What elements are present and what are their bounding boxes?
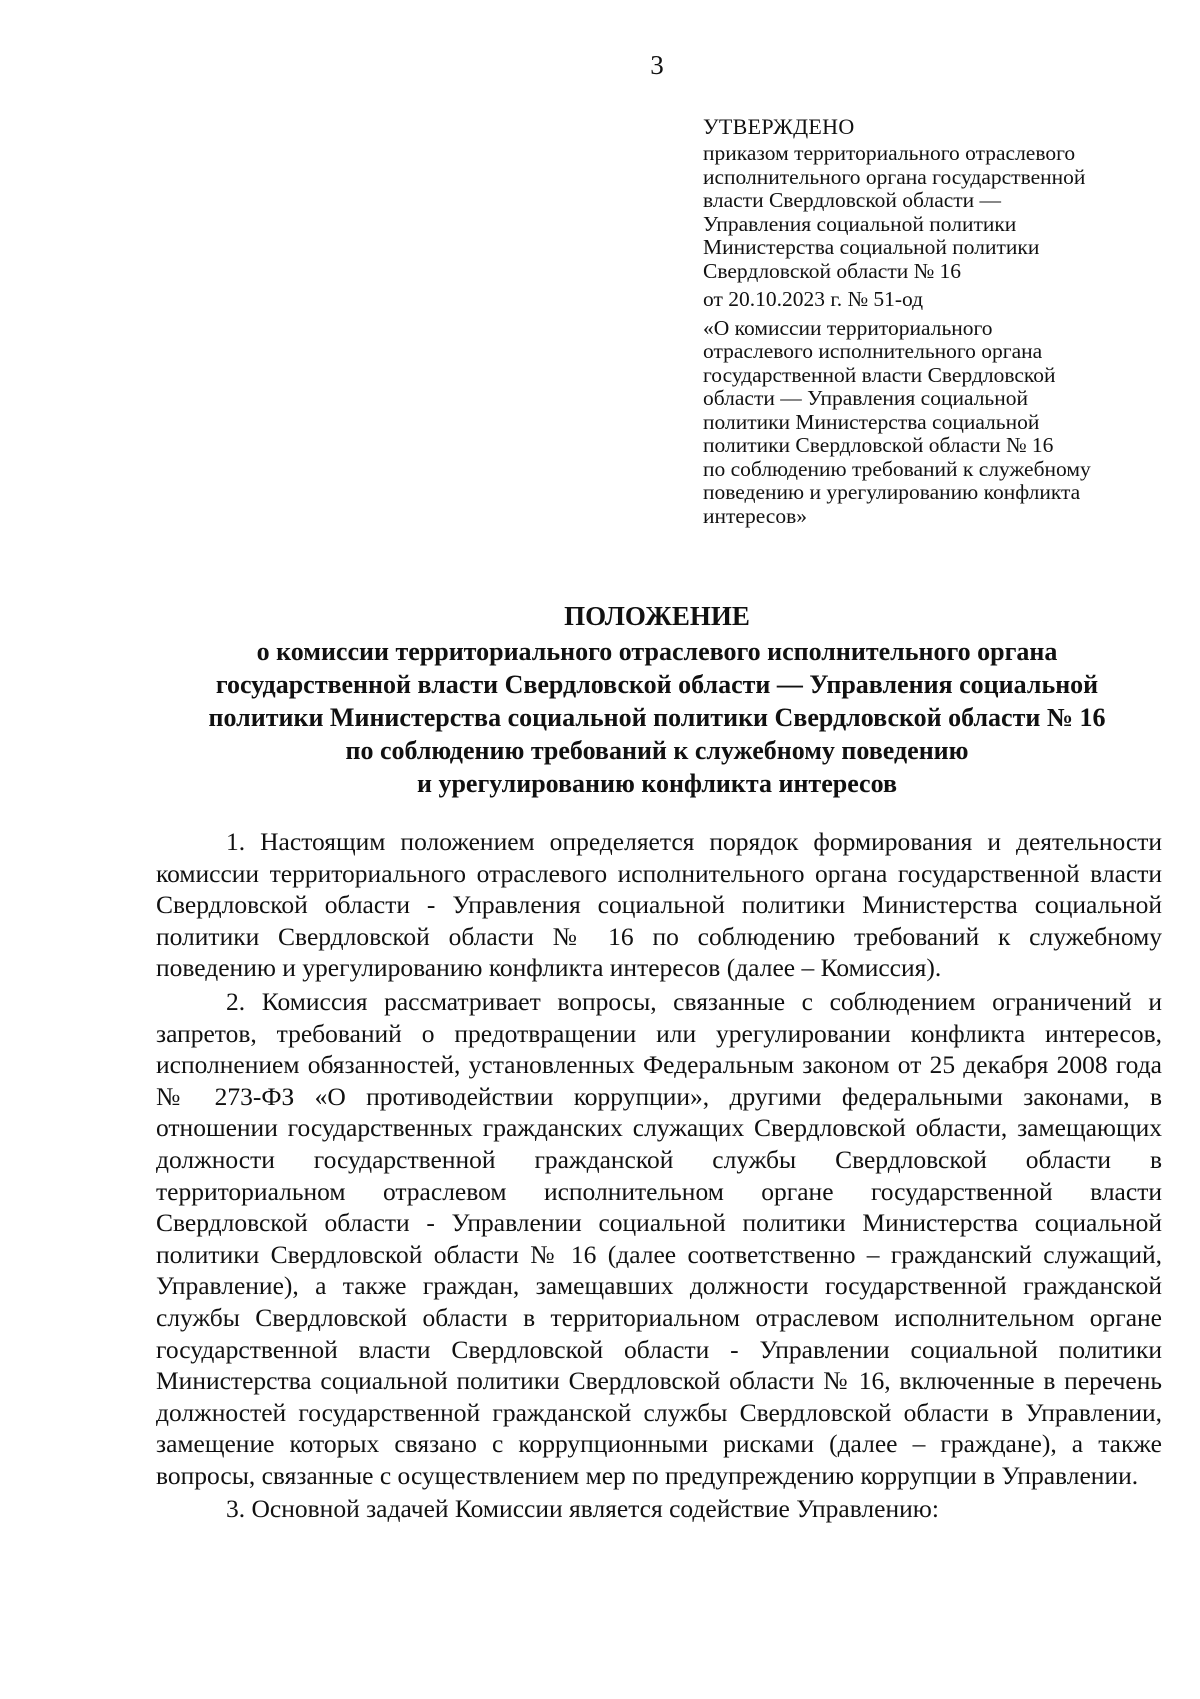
- document-subtitle-line: государственной власти Свердловской области — Управления социальной: [215, 670, 1099, 699]
- approval-stamp: [703, 114, 1173, 528]
- approval-subject-line: интересов»: [703, 503, 807, 528]
- approval-subject-line: по соблюдению требований к служебному: [703, 456, 1091, 481]
- approval-subject-line: поведению и урегулированию конфликта: [703, 480, 1081, 504]
- document-subtitle-line: по соблюдению требований к служебному поведению: [345, 736, 969, 765]
- approval-line: исполнительного органа государственной: [703, 164, 1086, 189]
- document-body: [156, 826, 1162, 1527]
- page-number: 3: [650, 50, 664, 80]
- approval-line: Министерства социальной политики: [703, 235, 1040, 259]
- approval-line: Свердловской области № 16: [703, 258, 961, 283]
- approval-subject-line: «О комиссии территориального: [703, 315, 993, 340]
- document-title-block: [150, 600, 1164, 800]
- approval-subject-line: политики Свердловской области № 16: [703, 433, 1054, 457]
- approval-date: от 20.10.2023 г. № 51-од: [703, 287, 924, 311]
- document-subtitle-line: о комиссии территориального отраслевого исполнительного органа: [256, 637, 1058, 666]
- approval-subject-line: отраслевого исполнительного органа: [703, 339, 1043, 363]
- document-title: ПОЛОЖЕНИЕ: [564, 601, 750, 631]
- approval-subject-line: государственной власти Свердловской: [703, 362, 1056, 387]
- paragraph-2: 2. Комиссия рассматривает вопросы, связанные с соблюдением ограничений и запретов, требований о предотвращении или урегулировании конфликта интересов, исполнением обязанностей, установленных Федеральным законом от 25 декабря 2008 года № 273-ФЗ «О противодействии коррупции», другими федеральными законами, в отношении государственных гражданских служащих Свердловской области, замещающих должности государственной гражданской службы Свердловской области в территориальном отраслевом исполнительном органе государственной власти Свердловской области - Управлении социальной политики Министерства социальной политики Свердловской области № 16 (далее соответственно – гражданский служащий, Управление), а также граждан, замещавших должности государственной гражданской службы Свердловской области в территориальном отраслевом исполнительном органе государственной власти Свердловской области - Управлении социальной политики Министерства социальной политики Свердловской области № 16, включенные в перечень должностей государственной гражданской службы Свердловской области в Управлении, замещение которых связано с коррупционными рисками (далее – граждане), а также вопросы, связанные с осуществлением мер по предупреждению коррупции в Управлении.: [156, 986, 1162, 1490]
- approval-heading: УТВЕРЖДЕНО: [703, 114, 855, 139]
- document-subtitle-line: и урегулированию конфликта интересов: [416, 769, 897, 798]
- approval-subject-line: области — Управления социальной: [703, 386, 1028, 410]
- approval-line: приказом территориального отраслевого: [703, 141, 1076, 165]
- approval-subject-line: политики Министерства социальной: [703, 409, 1040, 434]
- approval-line: Управления социальной политики: [703, 211, 1017, 236]
- paragraph-1: 1. Настоящим положением определяется порядок формирования и деятельности комиссии территориального отраслевого исполнительного органа государственной власти Свердловской области - Управления социальной политики Министерства социальной политики Свердловской области № 16 по соблюдению требований к служебному поведению и урегулированию конфликта интересов (далее – Комиссия).: [156, 827, 1162, 983]
- document-subtitle-line: политики Министерства социальной политики Свердловской области № 16: [208, 703, 1106, 732]
- paragraph-3: 3. Основной задачей Комиссии является содействие Управлению:: [226, 1494, 939, 1524]
- approval-line: власти Свердловской области —: [703, 188, 1002, 212]
